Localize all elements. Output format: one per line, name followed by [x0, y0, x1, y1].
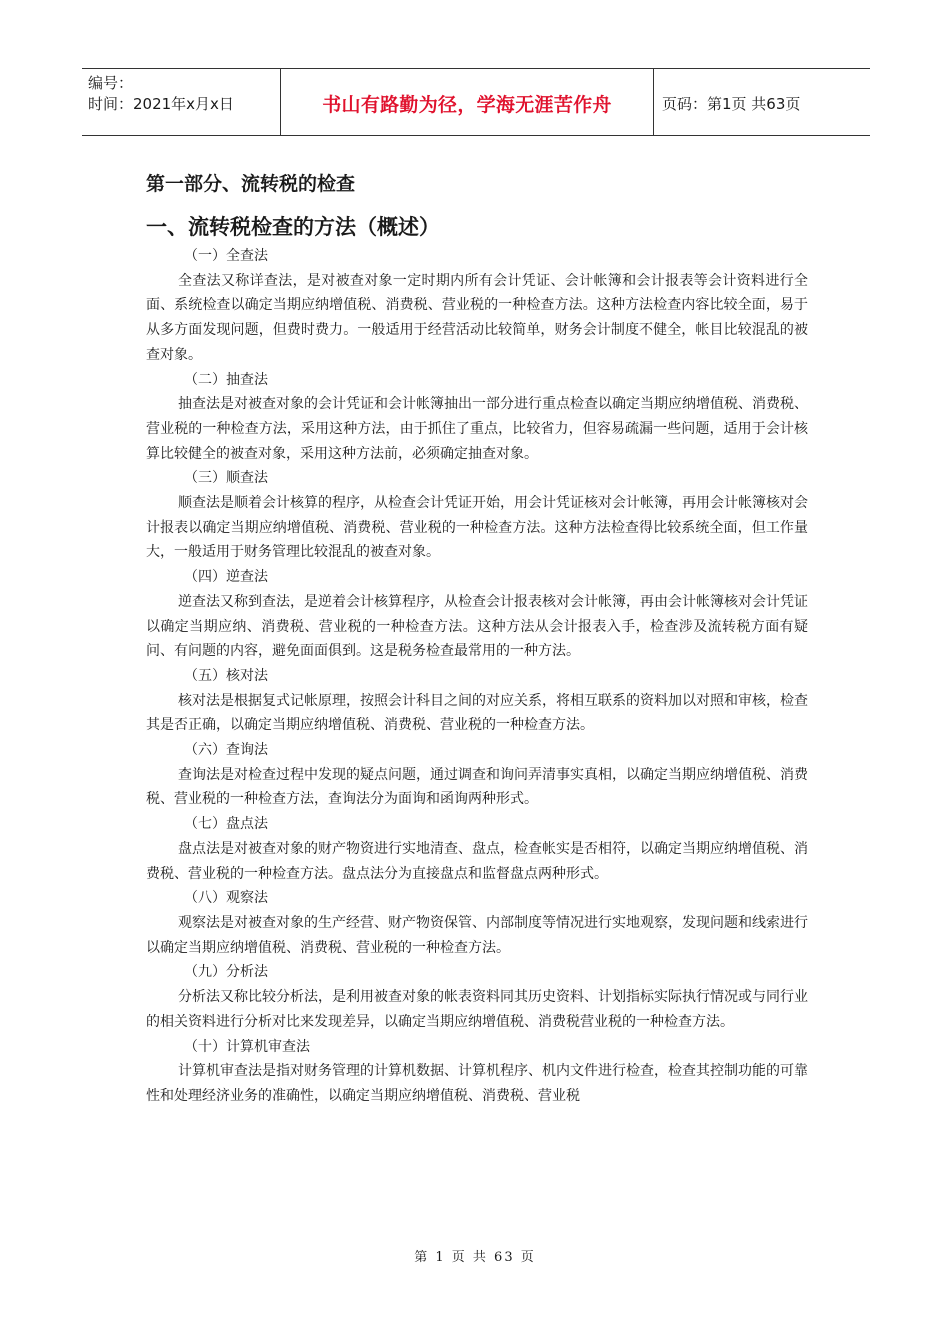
method-paragraph: 分析法又称比较分析法，是利用被查对象的帐表资料同其历史资料、计划指标实际执行情况或与同行业的相关资料进行分析对比来发现差异，以确定当期应纳增值税、消费税营业税的一种检查方法。 [146, 989, 808, 1030]
method-paragraph: 计算机审查法是指对财务管理的计算机数据、计算机程序、机内文件进行检查，检查其控制功能的可靠性和处理经济业务的准确性，以确定当期应纳增值税、消费税、营业税 [146, 1063, 808, 1104]
method-paragraph: 逆查法又称到查法，是逆着会计核算程序，从检查会计报表核对会计帐簿，再由会计帐簿核对会计凭证以确定当期应纳、消费税、营业税的一种检查方法。这种方法从会计报表入手，检查涉及流转税方面有疑问、有问题的内容，避免面面俱到。这是税务检查最常用的一种方法。 [146, 593, 808, 660]
document-number: 编号： [88, 74, 134, 92]
document-date: 时间：2021年x月x日 [88, 95, 234, 113]
method-heading: （二）抽查法 [184, 371, 268, 388]
method-heading: （六）查询法 [184, 742, 268, 759]
method-paragraph: 全查法又称详查法，是对被查对象一定时期内所有会计凭证、会计帐簿和会计报表等会计资料进行全面、系统检查以确定当期应纳增值税、消费税、营业税的一种检查方法。这种方法检查内容比较全面，易于从多方面发现问题，但费时费力。一般适用于经营活动比较简单，财务会计制度不健全，帐目比较混乱的被查对象。 [146, 272, 808, 363]
document-header [82, 68, 870, 136]
method-heading: （七）盘点法 [184, 816, 268, 833]
method-heading: （三）顺查法 [184, 470, 268, 487]
method-paragraph: 顺查法是顺着会计核算的程序，从检查会计凭证开始，用会计凭证核对会计帐簿，再用会计帐簿核对会计报表以确定当期应纳增值税、消费税、营业税的一种检查方法。这种方法检查得比较系统全面，但工作量大，一般适用于财务管理比较混乱的被查对象。 [146, 495, 808, 561]
method-paragraph: 查询法是对检查过程中发现的疑点问题，通过调查和询问弄清事实真相，以确定当期应纳增值税、消费税、营业税的一种检查方法，查询法分为面询和函询两种形式。 [146, 766, 808, 808]
method-paragraph: 观察法是对被查对象的生产经营、财产物资保管、内部制度等情况进行实地观察，发现问题和线索进行以确定当期应纳增值税、消费税、营业税的一种检查方法。 [146, 914, 808, 956]
method-heading: （五）核对法 [184, 667, 268, 684]
document-body [146, 170, 808, 1109]
method-heading: （九）分析法 [184, 964, 268, 981]
method-heading: （一）全查法 [184, 248, 268, 264]
method-paragraph: 核对法是根据复式记帐原理，按照会计科目之间的对应关系，将相互联系的资料加以对照和审核，检查其是否正确，以确定当期应纳增值税、消费税、营业税的一种检查方法。 [146, 692, 808, 734]
method-heading: （十）计算机审查法 [184, 1038, 310, 1055]
method-paragraph: 抽查法是对被查对象的会计凭证和会计帐簿抽出一部分进行重点检查以确定当期应纳增值税、消费税、营业税的一种检查方法，采用这种方法，由于抓住了重点，比较省力，但容易疏漏一些问题，适用于会计核算比较健全的被查对象，采用这种方法前，必须确定抽查对象。 [146, 396, 808, 462]
method-heading: （四）逆查法 [184, 569, 268, 586]
method-paragraph: 盘点法是对被查对象的财产物资进行实地清查、盘点，检查帐实是否相符，以确定当期应纳增值税、消费税、营业税的一种检查方法。盘点法分为直接盘点和监督盘点两种形式。 [146, 840, 808, 882]
header-motto-cell [280, 69, 654, 135]
method-heading: （八）观察法 [184, 890, 268, 907]
header-page-info: 页码：第1页 共63页 [662, 95, 801, 113]
section-title: 一、流转税检查的方法（概述） [146, 215, 440, 239]
header-meta [82, 69, 280, 135]
header-motto: 书山有路勤为径，学海无涯苦作舟 [322, 94, 612, 116]
part-title: 第一部分、流转税的检查 [146, 173, 356, 195]
page-footer: 第 1 页 共 63 页 [414, 1250, 536, 1265]
